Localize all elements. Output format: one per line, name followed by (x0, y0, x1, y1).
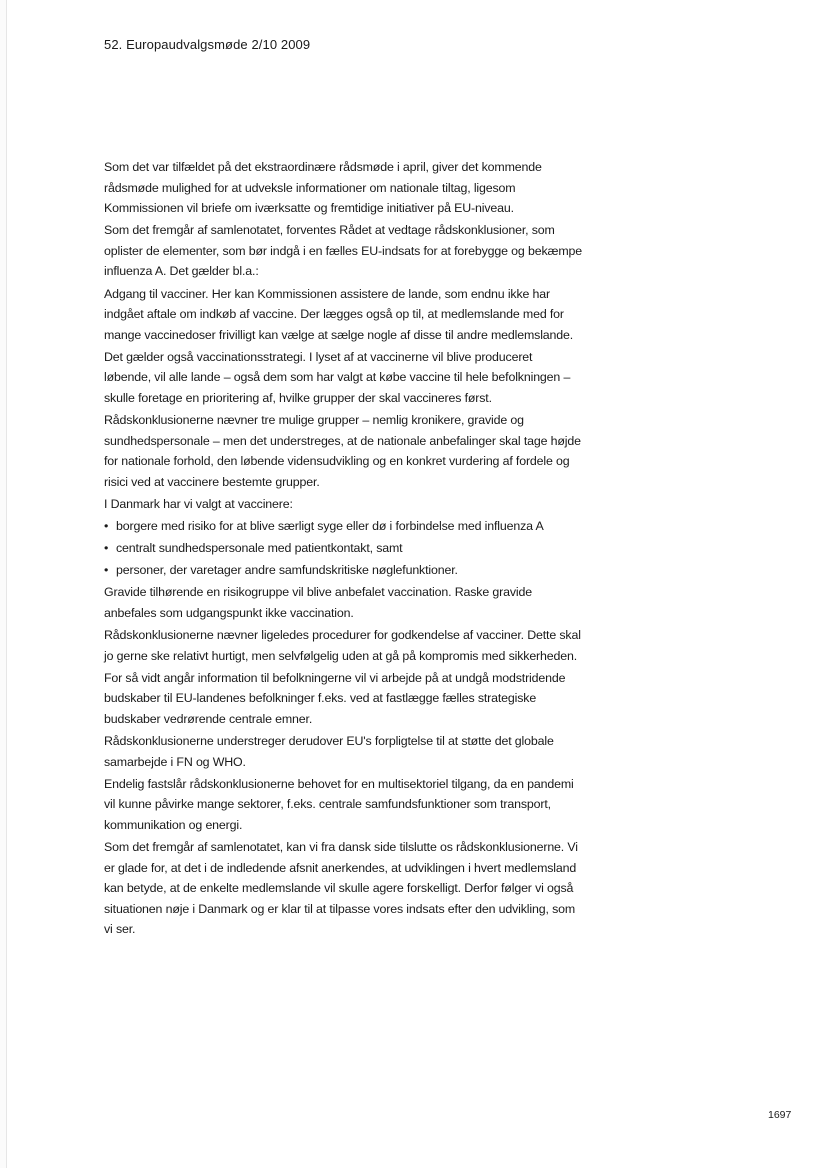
bullet-item (104, 560, 582, 581)
paragraph: Gravide tilhørende en risikogruppe vil blive anbefalet vaccination. Raske gravide anbefales som udgangspunkt ikke vaccination. (104, 585, 532, 620)
paragraph: Som det var tilfældet på det ekstraordinære rådsmøde i april, giver det kommende rådsmøde mulighed for at udveksle informationer om nationale tiltag, ligesom Kommissionen vil briefe om iværksatte og fremtidige initiativer på EU-niveau. (104, 160, 542, 216)
scan-left-edge (0, 0, 7, 1168)
bullet-text: borgere med risiko for at blive særligt syge eller dø i forbindelse med influenza A (116, 519, 544, 534)
bullet-dot: • (104, 541, 109, 556)
document-body (104, 157, 582, 941)
paragraph: Endelig fastslår rådskonklusionerne behovet for en multisektoriel tilgang, da en pandemi vil kunne påvirke mange sektorer, f.eks. centrale samfundsfunktioner som transport, kommunikation og energi. (104, 776, 574, 832)
page-number: 1697 (768, 1109, 792, 1121)
page-header: 52. Europaudvalgsmøde 2/10 2009 (104, 37, 311, 52)
bullet-item (104, 538, 582, 559)
bullet-text: centralt sundhedspersonale med patientkontakt, samt (116, 541, 403, 556)
paragraph: Adgang til vacciner. Her kan Kommissionen assistere de lande, som endnu ikke har indgået aftale om indkøb af vaccine. Der lægges også op til, at medlemslande med for mange vaccinedoser frivilligt kan vælge at sælge nogle af disse til andre medlemslande. (104, 286, 574, 342)
paragraph: Rådskonklusionerne understreger derudover EU's forpligtelse til at støtte det globale samarbejde i FN og WHO. (104, 734, 554, 769)
bullet-dot: • (104, 519, 109, 534)
bullet-text: personer, der varetager andre samfundskritiske nøglefunktioner. (116, 563, 458, 578)
paragraph: Rådskonklusionerne nævner ligeledes procedurer for godkendelse af vacciner. Dette skal jo gerne ske relativt hurtigt, men selvfølgelig uden at gå på kompromis med sikkerheden. (104, 628, 581, 663)
paragraph: Som det fremgår af samlenotatet, forventes Rådet at vedtage rådskonklusioner, som oplister de elementer, som bør indgå i en fælles EU-indsats for at forebygge og bekæmpe influenza A. Det gælder bl.a.: (104, 223, 583, 279)
paragraph: For så vidt angår information til befolkningerne vil vi arbejde på at undgå modstridende budskaber til EU-landenes befolkninger f.eks. ved at fastlægge fælles strategiske budskaber vedrørende centrale emner. (104, 670, 566, 726)
bullet-dot: • (104, 563, 109, 578)
paragraph: Som det fremgår af samlenotatet, kan vi fra dansk side tilslutte os rådskonklusionerne. Vi er glade for, at det i de indledende afsnit anerkendes, at udviklingen i hvert medlemsland kan betyde, at de enkelte medlemslande vil skulle agere forskelligt. Derfor følger vi også situationen nøje i Danmark og er klar til at tilpasse vores indsats efter den udvikling, som vi ser. (104, 840, 578, 937)
paragraph: Det gælder også vaccinationsstrategi. I lyset af at vaccinerne vil blive produceret løbende, vil alle lande – også dem som har valgt at købe vaccine til hele befolkningen – skulle foretage en prioritering af, hvilke grupper der skal vaccineres først. (104, 349, 571, 406)
paragraph: Rådskonklusionerne nævner tre mulige grupper – nemlig kronikere, gravide og sundhedspersonale – men det understreges, at de nationale anbefalinger skal tage højde for nationale forhold, den løbende vidensudvikling og en konkret vurdering af fordele og risici ved at vaccinere bestemte grupper. (104, 413, 581, 489)
bullet-item (104, 516, 582, 537)
paragraph: I Danmark har vi valgt at vaccinere: (104, 497, 293, 511)
